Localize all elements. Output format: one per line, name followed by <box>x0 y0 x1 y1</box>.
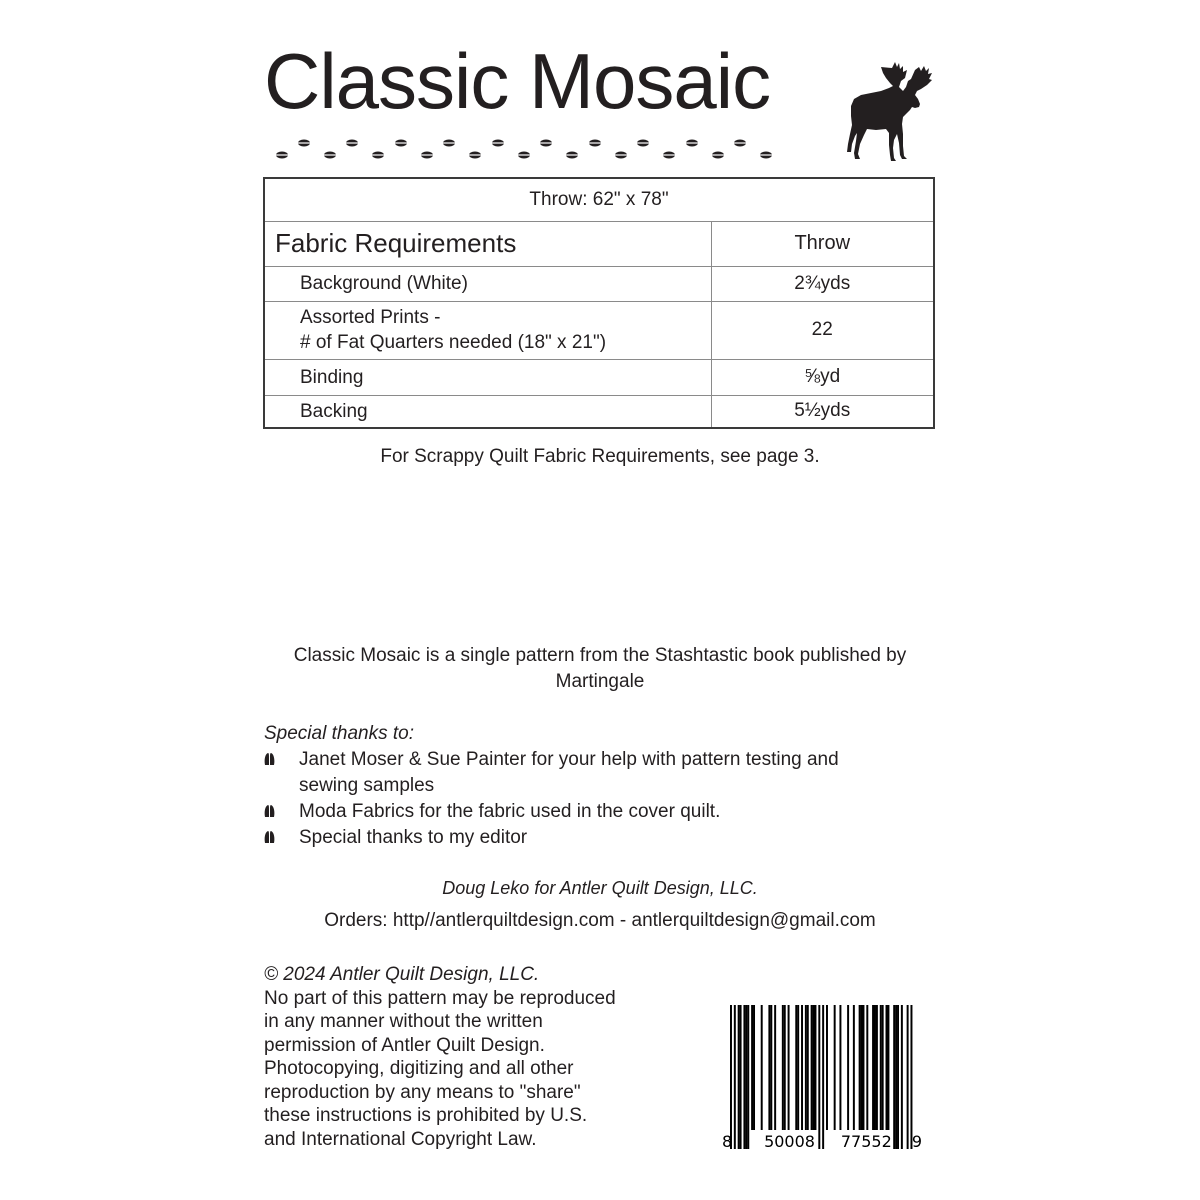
thanks-item-line1: Moda Fabrics for the fabric used in the cover quilt. <box>299 801 721 822</box>
moose-track-divider <box>272 134 792 164</box>
barcode-digits: 9 <box>911 1132 922 1151</box>
thanks-heading: Special thanks to: <box>264 723 414 744</box>
table-row <box>264 395 934 428</box>
about-paragraph <box>270 643 930 695</box>
about-line2: Martingale <box>555 671 645 692</box>
row-label: Binding <box>264 359 711 395</box>
copyright-line: in any manner without the written <box>264 1011 543 1032</box>
hoof-print-icon <box>264 752 275 767</box>
table-row <box>264 266 934 301</box>
thanks-item-line1: Special thanks to my editor <box>299 827 528 848</box>
row-label-line1: Assorted Prints - <box>300 307 441 328</box>
thanks-list <box>264 747 904 851</box>
row-label: Background (White) <box>264 266 711 301</box>
table-size-row <box>264 178 934 221</box>
orders-contact: Orders: http//antlerquiltdesign.com - antlerquiltdesign@gmail.com <box>324 910 876 931</box>
scrappy-requirements-note: For Scrappy Quilt Fabric Requirements, see page 3. <box>380 446 820 467</box>
row-value: 2¾yds <box>711 266 934 301</box>
row-label-line2: # of Fat Quarters needed (18" x 21") <box>300 332 607 353</box>
thanks-item-line2: sewing samples <box>299 775 435 796</box>
upc-barcode <box>722 1005 922 1155</box>
row-value: 5½yds <box>711 395 934 428</box>
moose-silhouette-icon <box>830 58 945 166</box>
column-header-throw: Throw <box>711 221 934 266</box>
designer-signature: Doug Leko for Antler Quilt Design, LLC. <box>442 878 758 898</box>
page-title: Classic Mosaic <box>264 37 771 125</box>
list-item <box>264 825 904 851</box>
thanks-item-line1: Janet Moser & Sue Painter for your help with pattern testing and <box>299 749 839 770</box>
section-title: Fabric Requirements <box>264 221 711 266</box>
list-item <box>264 799 904 825</box>
barcode-digits: 50008 <box>764 1132 815 1151</box>
list-item <box>264 747 904 799</box>
about-line1: Classic Mosaic is a single pattern from the Stashtastic book published by <box>293 645 907 666</box>
copyright-line: reproduction by any means to "share" <box>264 1081 581 1103</box>
copyright-line: No part of this pattern may be reproduced <box>264 987 616 1009</box>
hoof-print-icon <box>264 830 275 845</box>
copyright-line: these instructions is prohibited by U.S. <box>264 1105 588 1126</box>
copyright-notice <box>264 963 664 1151</box>
copyright-heading: © 2024 Antler Quilt Design, LLC. <box>264 964 540 985</box>
table-header-row <box>264 221 934 266</box>
hoof-print-icon <box>264 804 275 819</box>
copyright-line: and International Copyright Law. <box>264 1128 537 1150</box>
moose-track-icon <box>276 140 772 159</box>
table-row <box>264 359 934 395</box>
quilt-size-label: Throw: 62" x 78" <box>264 178 934 221</box>
row-value: ⅝yd <box>711 359 934 395</box>
table-row <box>264 301 934 359</box>
barcode-digits: 8 <box>722 1132 733 1151</box>
fabric-requirements-table <box>263 177 935 429</box>
row-value: 22 <box>711 301 934 359</box>
copyright-line: Photocopying, digitizing and all other <box>264 1058 574 1079</box>
row-label: Backing <box>264 395 711 428</box>
copyright-line: permission of Antler Quilt Design. <box>264 1034 545 1056</box>
row-label <box>264 301 711 359</box>
barcode-digits: 77552 <box>840 1132 892 1151</box>
